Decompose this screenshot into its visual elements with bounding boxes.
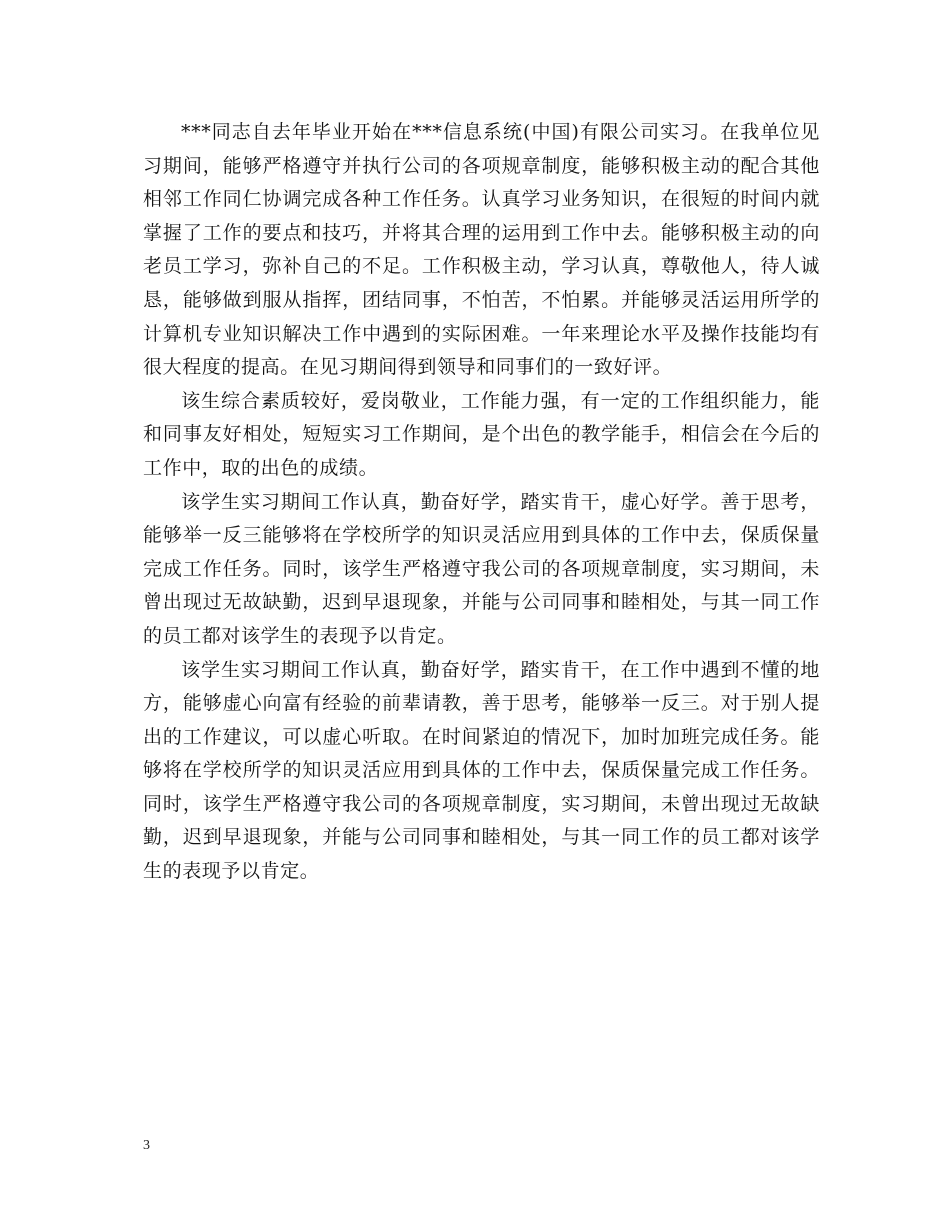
paragraph-1: ***同志自去年毕业开始在***信息系统(中国)有限公司实习。在我单位见习期间，能够严格遵守并执行公司的各项规章制度，能够积极主动的配合其他相邻工作同仁协调完成各种工作任务。认真学习业务知识，在很短的时间内就掌握了工作的要点和技巧，并将其合理的运用到工作中去。能够积极主动的向老员工学习，弥补自己的不足。工作积极主动，学习认真，尊敬他人，待人诚恳，能够做到服从指挥，团结同事，不怕苦，不怕累。并能够灵活运用所学的计算机专业知识解决工作中遇到的实际困难。一年来理论水平及操作技能均有很大程度的提高。在见习期间得到领导和同事们的一致好评。 <box>143 121 820 379</box>
page-number: 3 <box>143 1138 150 1153</box>
paragraph-4: 该学生实习期间工作认真，勤奋好学，踏实肯干，在工作中遇到不懂的地方，能够虚心向富有经验的前辈请教，善于思考，能够举一反三。对于别人提出的工作建议，可以虚心听取。在时间紧迫的情况下，加时加班完成任务。能够将在学校所学的知识灵活应用到具体的工作中去，保质保量完成工作任务。同时，该学生严格遵守我公司的各项规章制度，实习期间，未曾出现过无故缺勤，迟到早退现象，并能与公司同事和睦相处，与其一同工作的员工都对该学生的表现予以肯定。 <box>143 658 820 883</box>
paragraph-2: 该生综合素质较好，爱岗敬业，工作能力强，有一定的工作组织能力，能和同事友好相处，短短实习工作期间，是个出色的教学能手，相信会在今后的工作中，取的出色的成绩。 <box>143 389 820 479</box>
document-body <box>143 116 820 889</box>
paragraph-3: 该学生实习期间工作认真，勤奋好学，踏实肯干，虚心好学。善于思考，能够举一反三能够将在学校所学的知识灵活应用到具体的工作中去，保质保量完成工作任务。同时，该学生严格遵守我公司的各项规章制度，实习期间，未曾出现过无故缺勤，迟到早退现象，并能与公司同事和睦相处，与其一同工作的员工都对该学生的表现予以肯定。 <box>143 490 820 647</box>
